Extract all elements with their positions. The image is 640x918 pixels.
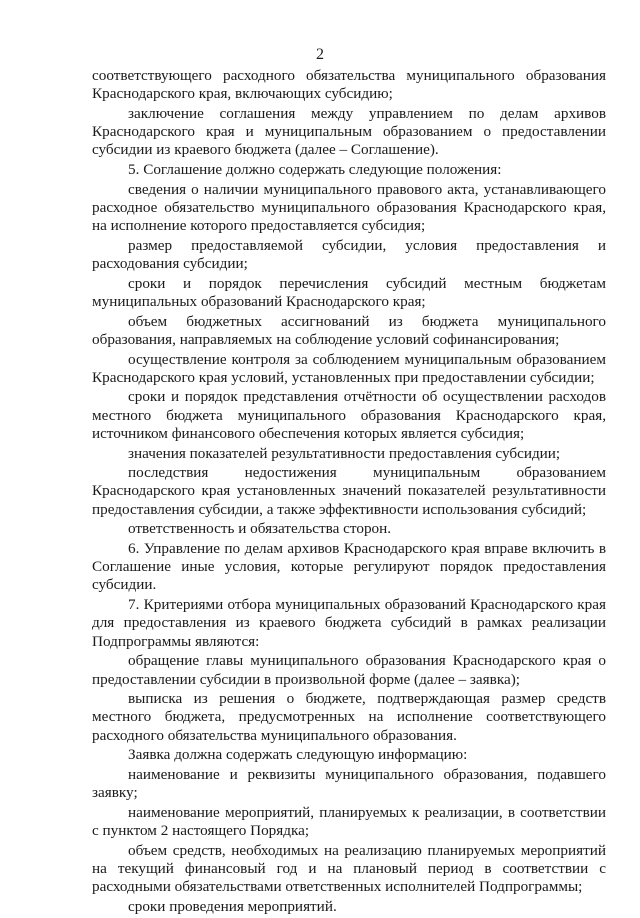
paragraph: Заявка должна содержать следующую информацию: [128, 746, 468, 764]
paragraph: сведения о наличии муниципального правового акта, устанавливающего расходное обязательство муниципального образования Краснодарского края, на исполнение которого предоставляется субсидия; [92, 180, 606, 235]
paragraph: выписка из решения о бюджете, подтверждающая размер средств местного бюджета, предусмотренных на исполнение соответствующего расходного обязательства муниципального образования. [92, 690, 606, 744]
paragraph: 6. Управление по делам архивов Краснодарского края вправе включить в Соглашение иные условия, которые регулируют порядок предоставления субсидии. [92, 540, 606, 594]
paragraph: последствия недостижения муниципальным образованием Краснодарского края установленных значений показателей результативности предоставления субсидии, а также эффективности использования субсидий; [92, 464, 606, 518]
paragraph: сроки и порядок представления отчётности об осуществлении расходов местного бюджета муниципального образования Краснодарского края, источником финансового обеспечения которых является субсидия; [92, 388, 606, 442]
paragraph: осуществление контроля за соблюдением муниципальным образованием Краснодарского края условий, установленных при предоставлении субсидии; [92, 350, 606, 386]
paragraph: ответственность и обязательства сторон. [128, 520, 392, 538]
paragraph: сроки и порядок перечисления субсидий местным бюджетам муниципальных образований Краснодарского края; [92, 274, 606, 310]
page-number: 2 [316, 46, 324, 63]
paragraph: сроки проведения мероприятий. [128, 897, 337, 915]
document-body [92, 67, 606, 918]
paragraph: заключение соглашения между управлением по делам архивов Краснодарского края и муниципальным образованием о предоставлении субсидии из краевого бюджета (далее – Соглашение). [92, 104, 606, 159]
paragraph: наименование мероприятий, планируемых к реализации, в соответствии с пунктом 2 настоящего Порядка; [92, 803, 606, 840]
paragraph: 7. Критериями отбора муниципальных образований Краснодарского края для предоставления из краевого бюджета субсидий в рамках реализации Подпрограммы являются: [92, 596, 606, 650]
paragraph: значения показателей результативности предоставления субсидии; [128, 444, 561, 462]
paragraph: объем бюджетных ассигнований из бюджета муниципального образования, направляемых на соблюдение условий софинансирования; [92, 312, 606, 348]
paragraph: обращение главы муниципального образования Краснодарского края о предоставлении субсидии в произвольной форме (далее – заявка); [92, 652, 606, 688]
paragraph: соответствующего расходного обязательства муниципального образования Краснодарского края, включающих субсидию; [92, 67, 606, 103]
paragraph: 5. Соглашение должно содержать следующие положения: [128, 161, 502, 179]
paragraph: наименование и реквизиты муниципального образования, подавшего заявку; [92, 766, 606, 802]
paragraph: размер предоставляемой субсидии, условия предоставления и расходования субсидии; [92, 236, 606, 273]
paragraph: объем средств, необходимых на реализацию планируемых мероприятий на текущий финансовый год и на плановый период в соответствии с расходными обязательствами ответственных исполнителей Подпрограммы; [92, 841, 606, 896]
